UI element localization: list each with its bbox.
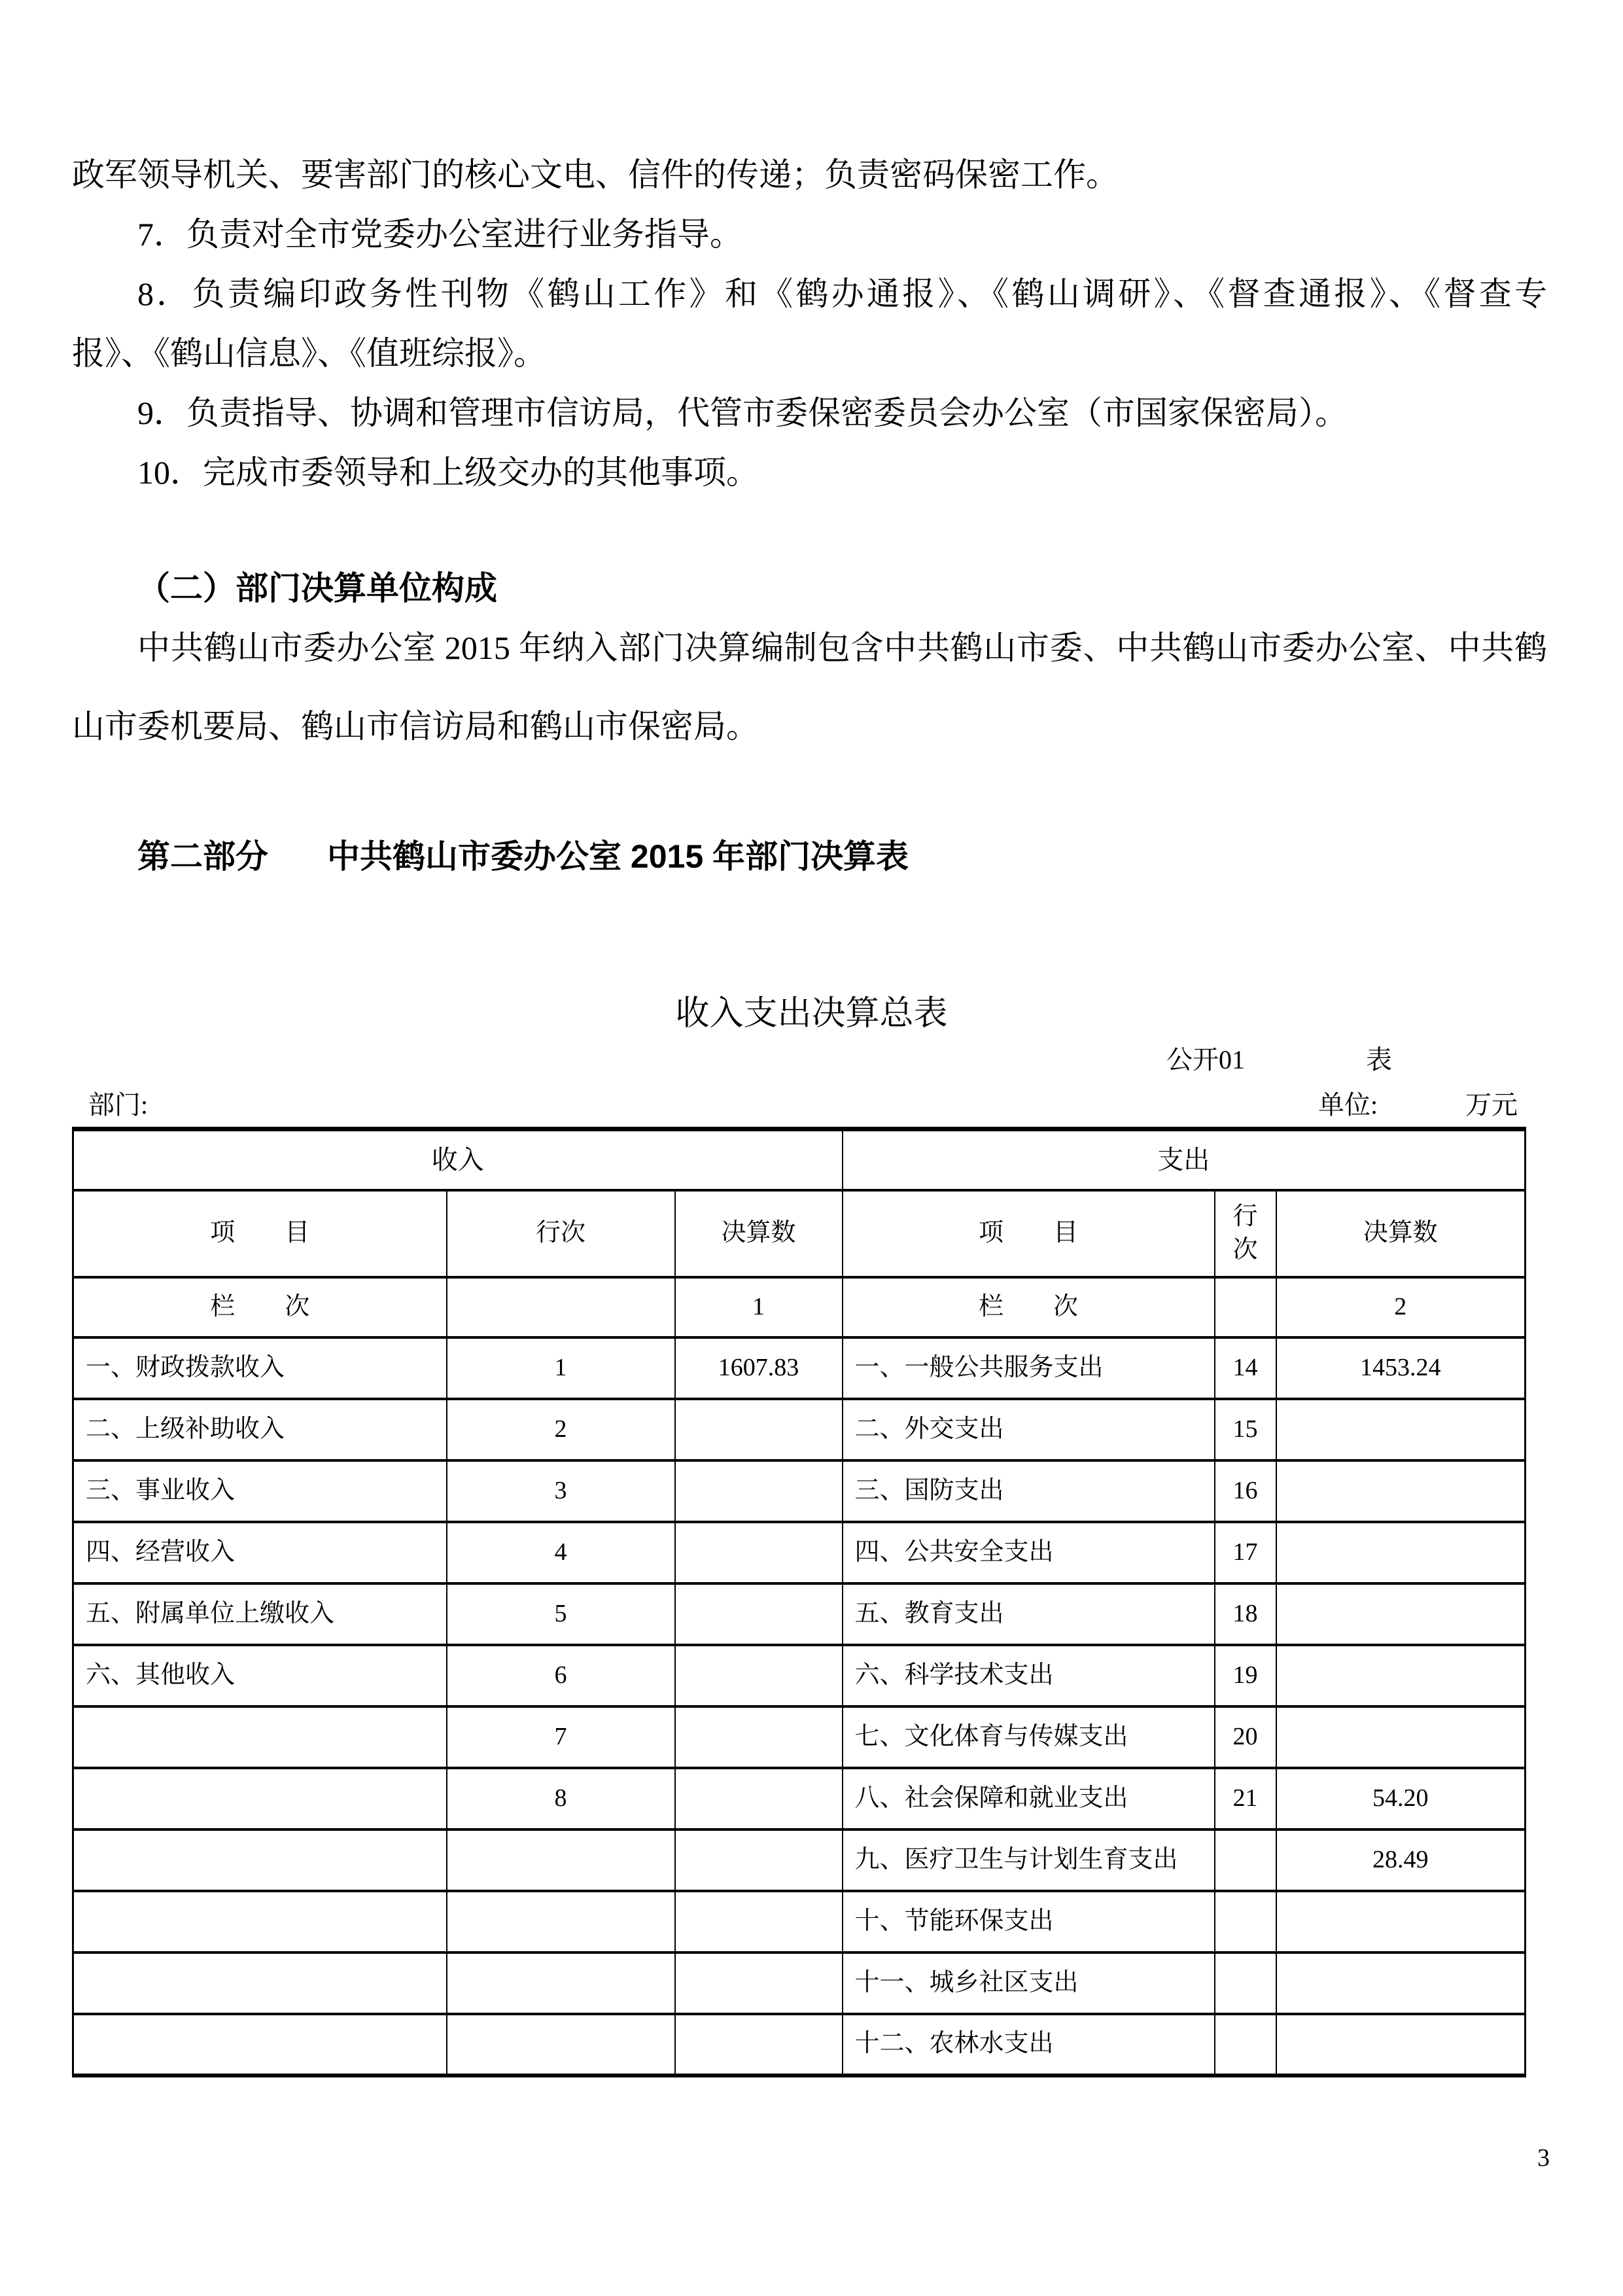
income-line: 5	[447, 1583, 675, 1645]
income-line	[447, 2014, 675, 2075]
empty-cell	[1215, 1277, 1276, 1337]
table-row	[73, 1460, 1526, 1522]
expense-amount	[1276, 1399, 1526, 1460]
expense-item: 三、国防支出	[843, 1460, 1215, 1522]
expense-section-header: 支出	[843, 1129, 1526, 1190]
expense-line: 17	[1215, 1522, 1276, 1583]
income-line: 1	[447, 1337, 675, 1399]
table-meta-public	[1166, 1046, 1392, 1074]
income-amount	[675, 1522, 843, 1583]
table-meta-line	[0, 1091, 1623, 1125]
table-title: 收入支出决算总表	[675, 995, 948, 1033]
expense-amount	[1276, 2014, 1526, 2075]
income-item: 五、附属单位上缴收入	[73, 1583, 447, 1645]
income-item: 一、财政拨款收入	[73, 1337, 447, 1399]
body-text-line: 报》、《鹤山信息》、《值班综报》。	[72, 335, 546, 372]
income-line	[447, 1891, 675, 1952]
income-line: 6	[447, 1645, 675, 1706]
expense-index: 2	[1276, 1277, 1526, 1337]
income-amount	[675, 1891, 843, 1952]
expense-item: 八、社会保障和就业支出	[843, 1768, 1215, 1829]
income-item: 二、上级补助收入	[73, 1399, 447, 1460]
table-row	[73, 1583, 1526, 1645]
income-item: 四、经营收入	[73, 1522, 447, 1583]
expense-line: 16	[1215, 1460, 1276, 1522]
income-index: 1	[675, 1277, 843, 1337]
expense-item-header: 项 目	[843, 1190, 1215, 1277]
income-amount	[675, 2014, 843, 2075]
income-item	[73, 1891, 447, 1952]
dept-label: 部门:	[88, 1090, 148, 1120]
expense-line: 14	[1215, 1337, 1276, 1399]
income-line: 3	[447, 1460, 675, 1522]
body-text-line: 政军领导机关、要害部门的核心文电、信件的传递；负责密码保密工作。	[72, 156, 1119, 193]
income-item	[73, 1952, 447, 2014]
table-row	[73, 1891, 1526, 1952]
income-line: 2	[447, 1399, 675, 1460]
expense-amount	[1276, 1952, 1526, 2014]
expense-line: 19	[1215, 1645, 1276, 1706]
table-row	[73, 2014, 1526, 2075]
expense-item: 十二、农林水支出	[843, 2014, 1215, 2075]
table-row	[73, 1768, 1526, 1829]
expense-item: 五、教育支出	[843, 1583, 1215, 1645]
table-header-row	[73, 1190, 1526, 1277]
expense-amount: 54.20	[1276, 1768, 1526, 1829]
expense-item: 一、一般公共服务支出	[843, 1337, 1215, 1399]
empty-cell	[447, 1277, 675, 1337]
expense-item: 四、公共安全支出	[843, 1522, 1215, 1583]
body-text-line: 中共鹤山市委办公室 2015 年纳入部门决算编制包含中共鹤山市委、中共鹤山市委办公室、中共鹤	[137, 629, 1547, 666]
expense-item: 十一、城乡社区支出	[843, 1952, 1215, 2014]
expense-line	[1215, 1952, 1276, 2014]
income-amount	[675, 1768, 843, 1829]
expense-line: 15	[1215, 1399, 1276, 1460]
income-amount	[675, 1460, 843, 1522]
expense-amount	[1276, 1460, 1526, 1522]
income-line-header: 行次	[447, 1190, 675, 1277]
expense-line: 18	[1215, 1583, 1276, 1645]
income-item	[73, 1829, 447, 1891]
table-row	[73, 1829, 1526, 1891]
part2-title: 中共鹤山市委办公室 2015 年部门决算表	[327, 838, 909, 875]
table-row	[73, 1706, 1526, 1768]
expense-index-label: 栏 次	[843, 1277, 1215, 1337]
expense-line: 20	[1215, 1706, 1276, 1768]
income-index-label: 栏 次	[73, 1277, 447, 1337]
income-item: 六、其他收入	[73, 1645, 447, 1706]
income-item-header: 项 目	[73, 1190, 447, 1277]
body-text-line: 7．负责对全市党委办公室进行业务指导。	[137, 216, 742, 253]
table-section-row	[73, 1129, 1526, 1190]
expense-amount: 1453.24	[1276, 1337, 1526, 1399]
income-amount	[675, 1952, 843, 2014]
table-row	[73, 1399, 1526, 1460]
table-row	[73, 1645, 1526, 1706]
income-amount	[675, 1706, 843, 1768]
income-line	[447, 1952, 675, 2014]
income-line: 7	[447, 1706, 675, 1768]
table-row	[73, 1952, 1526, 2014]
table-row	[73, 1522, 1526, 1583]
unit-label: 单位:	[1318, 1090, 1378, 1120]
income-line: 8	[447, 1768, 675, 1829]
public-code: 公开01	[1166, 1045, 1245, 1074]
expense-item: 七、文化体育与传媒支出	[843, 1706, 1215, 1768]
income-line: 4	[447, 1522, 675, 1583]
income-amount: 1607.83	[675, 1337, 843, 1399]
expense-item: 十、节能环保支出	[843, 1891, 1215, 1952]
page-number: 3	[1537, 2144, 1550, 2172]
income-item	[73, 1768, 447, 1829]
expense-line	[1215, 2014, 1276, 2075]
income-amount	[675, 1583, 843, 1645]
expense-amount	[1276, 1522, 1526, 1583]
body-text-line: 山市委机要局、鹤山市信访局和鹤山市保密局。	[72, 708, 759, 745]
body-text-line: 8．负责编印政务性刊物《鹤山工作》和《鹤办通报》、《鹤山调研》、《督查通报》、《督查专	[137, 275, 1547, 312]
unit-value: 万元	[1465, 1090, 1518, 1120]
income-amount	[675, 1645, 843, 1706]
income-line	[447, 1829, 675, 1891]
final-accounts-table	[72, 1127, 1526, 2077]
income-amount	[675, 1829, 843, 1891]
expense-amount-header: 决算数	[1276, 1190, 1526, 1277]
expense-amount: 28.49	[1276, 1829, 1526, 1891]
expense-amount	[1276, 1583, 1526, 1645]
expense-line-header: 行次	[1215, 1190, 1276, 1277]
expense-line: 21	[1215, 1768, 1276, 1829]
sheet-word: 表	[1366, 1045, 1392, 1074]
income-item	[73, 1706, 447, 1768]
column-index-row	[73, 1277, 1526, 1337]
income-item: 三、事业收入	[73, 1460, 447, 1522]
section-heading: （二）部门决算单位构成	[137, 570, 497, 607]
expense-amount	[1276, 1891, 1526, 1952]
income-item	[73, 2014, 447, 2075]
expense-amount	[1276, 1645, 1526, 1706]
body-text-line: 10．完成市委领导和上级交办的其他事项。	[137, 454, 759, 491]
table-row	[73, 1337, 1526, 1399]
expense-amount	[1276, 1706, 1526, 1768]
expense-item: 二、外交支出	[843, 1399, 1215, 1460]
part2-heading	[137, 839, 909, 875]
body-text-line: 9．负责指导、协调和管理市信访局，代管市委保密委员会办公室（市国家保密局）。	[137, 395, 1348, 431]
income-amount	[675, 1399, 843, 1460]
income-amount-header: 决算数	[675, 1190, 843, 1277]
expense-line	[1215, 1891, 1276, 1952]
expense-item: 九、医疗卫生与计划生育支出	[843, 1829, 1215, 1891]
income-section-header: 收入	[73, 1129, 843, 1190]
part2-label: 第二部分	[137, 838, 268, 875]
expense-item: 六、科学技术支出	[843, 1645, 1215, 1706]
expense-line	[1215, 1829, 1276, 1891]
